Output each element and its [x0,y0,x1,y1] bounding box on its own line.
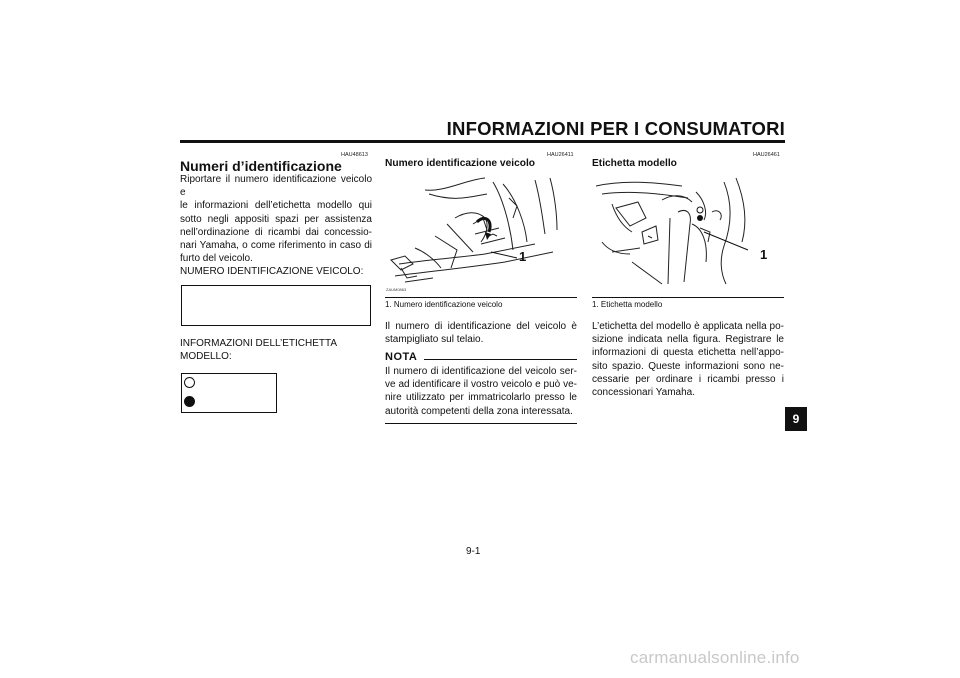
text-line: cessarie per ordinare i ricambi presso i [592,373,784,385]
model-label-record-box[interactable] [181,373,277,413]
text-line: informazioni di questa etichetta nell’appo- [592,347,784,359]
nota-title: NOTA [385,351,418,363]
text-line: Il numero di identificazione del veicolo è [385,321,577,332]
text-line: sizione indicata nella figura. Registrare le [592,334,784,346]
section-code: HAU48613 [341,152,368,158]
figure-caption: 1. Etichetta modello [592,300,663,309]
section-title: Etichetta modello [592,158,677,169]
text-line: nell’ordinazione di ricambi dai concessio- [180,226,372,238]
text-line: nire utilizzato per immatricolarlo presso le [385,392,577,404]
text-line: autorità competenti della zona interessata. [385,405,573,417]
model-label-line1: INFORMAZIONI DELL’ETICHETTA [180,338,338,349]
chapter-tab[interactable]: 9 [785,407,807,431]
section-code: HAU26461 [753,152,780,158]
vin-record-box[interactable] [181,285,371,326]
figure-caption: 1. Numero identificazione veicolo [385,300,503,309]
text-line: sito spazio. Queste informazioni sono ne- [592,360,784,372]
section-title: Numero identificazione veicolo [385,158,536,169]
section-title: Numeri d’identificazione [180,158,342,174]
text-line: ve ad identificare il vostro veicolo e può ve- [385,379,577,391]
model-label-illustration [592,172,784,296]
text-line: concessionari Yamaha. [592,387,696,399]
header-rule [180,140,785,143]
text-line: sotto negli appositi spazi per assistenza [180,213,372,225]
watermark: carmanualsonline.info [630,648,800,667]
text-line: nari Yamaha, o come riferimento in caso di [180,240,372,252]
vin-label: NUMERO IDENTIFICAZIONE VEICOLO: [180,266,364,277]
chapter-title: INFORMAZIONI PER I CONSUMATORI [446,118,785,139]
text-line: Il numero di identificazione del veicolo ser- [385,366,577,377]
nota-end-rule [385,423,577,424]
page-number: 9-1 [466,546,481,557]
figure-reference: ZAUM0863 [386,287,407,292]
filled-circle-icon [184,396,195,407]
text-line: stampigliato sul telaio. [385,334,484,346]
text-line: L’etichetta del modello è applicata nella po- [592,321,784,332]
intro-paragraph [180,173,372,265]
text-line: le informazioni dell’etichetta modello qui [180,200,372,212]
text-line: Riportare il numero identificazione veicolo e [180,174,372,199]
section-code: HAU26411 [547,152,574,158]
nota-paragraph [385,365,577,418]
figure-callout: 1 [760,247,768,262]
caption-rule [592,297,784,298]
model-label-line2: MODELLO: [180,351,232,362]
figure-callout: 1 [519,249,527,264]
empty-circle-icon [184,377,195,388]
text-line: furto del veicolo. [180,253,253,265]
caption-rule [385,297,577,298]
nota-rule [424,359,577,360]
model-label-paragraph [592,320,784,399]
frame-vin-illustration [385,172,577,296]
vin-paragraph [385,320,577,346]
